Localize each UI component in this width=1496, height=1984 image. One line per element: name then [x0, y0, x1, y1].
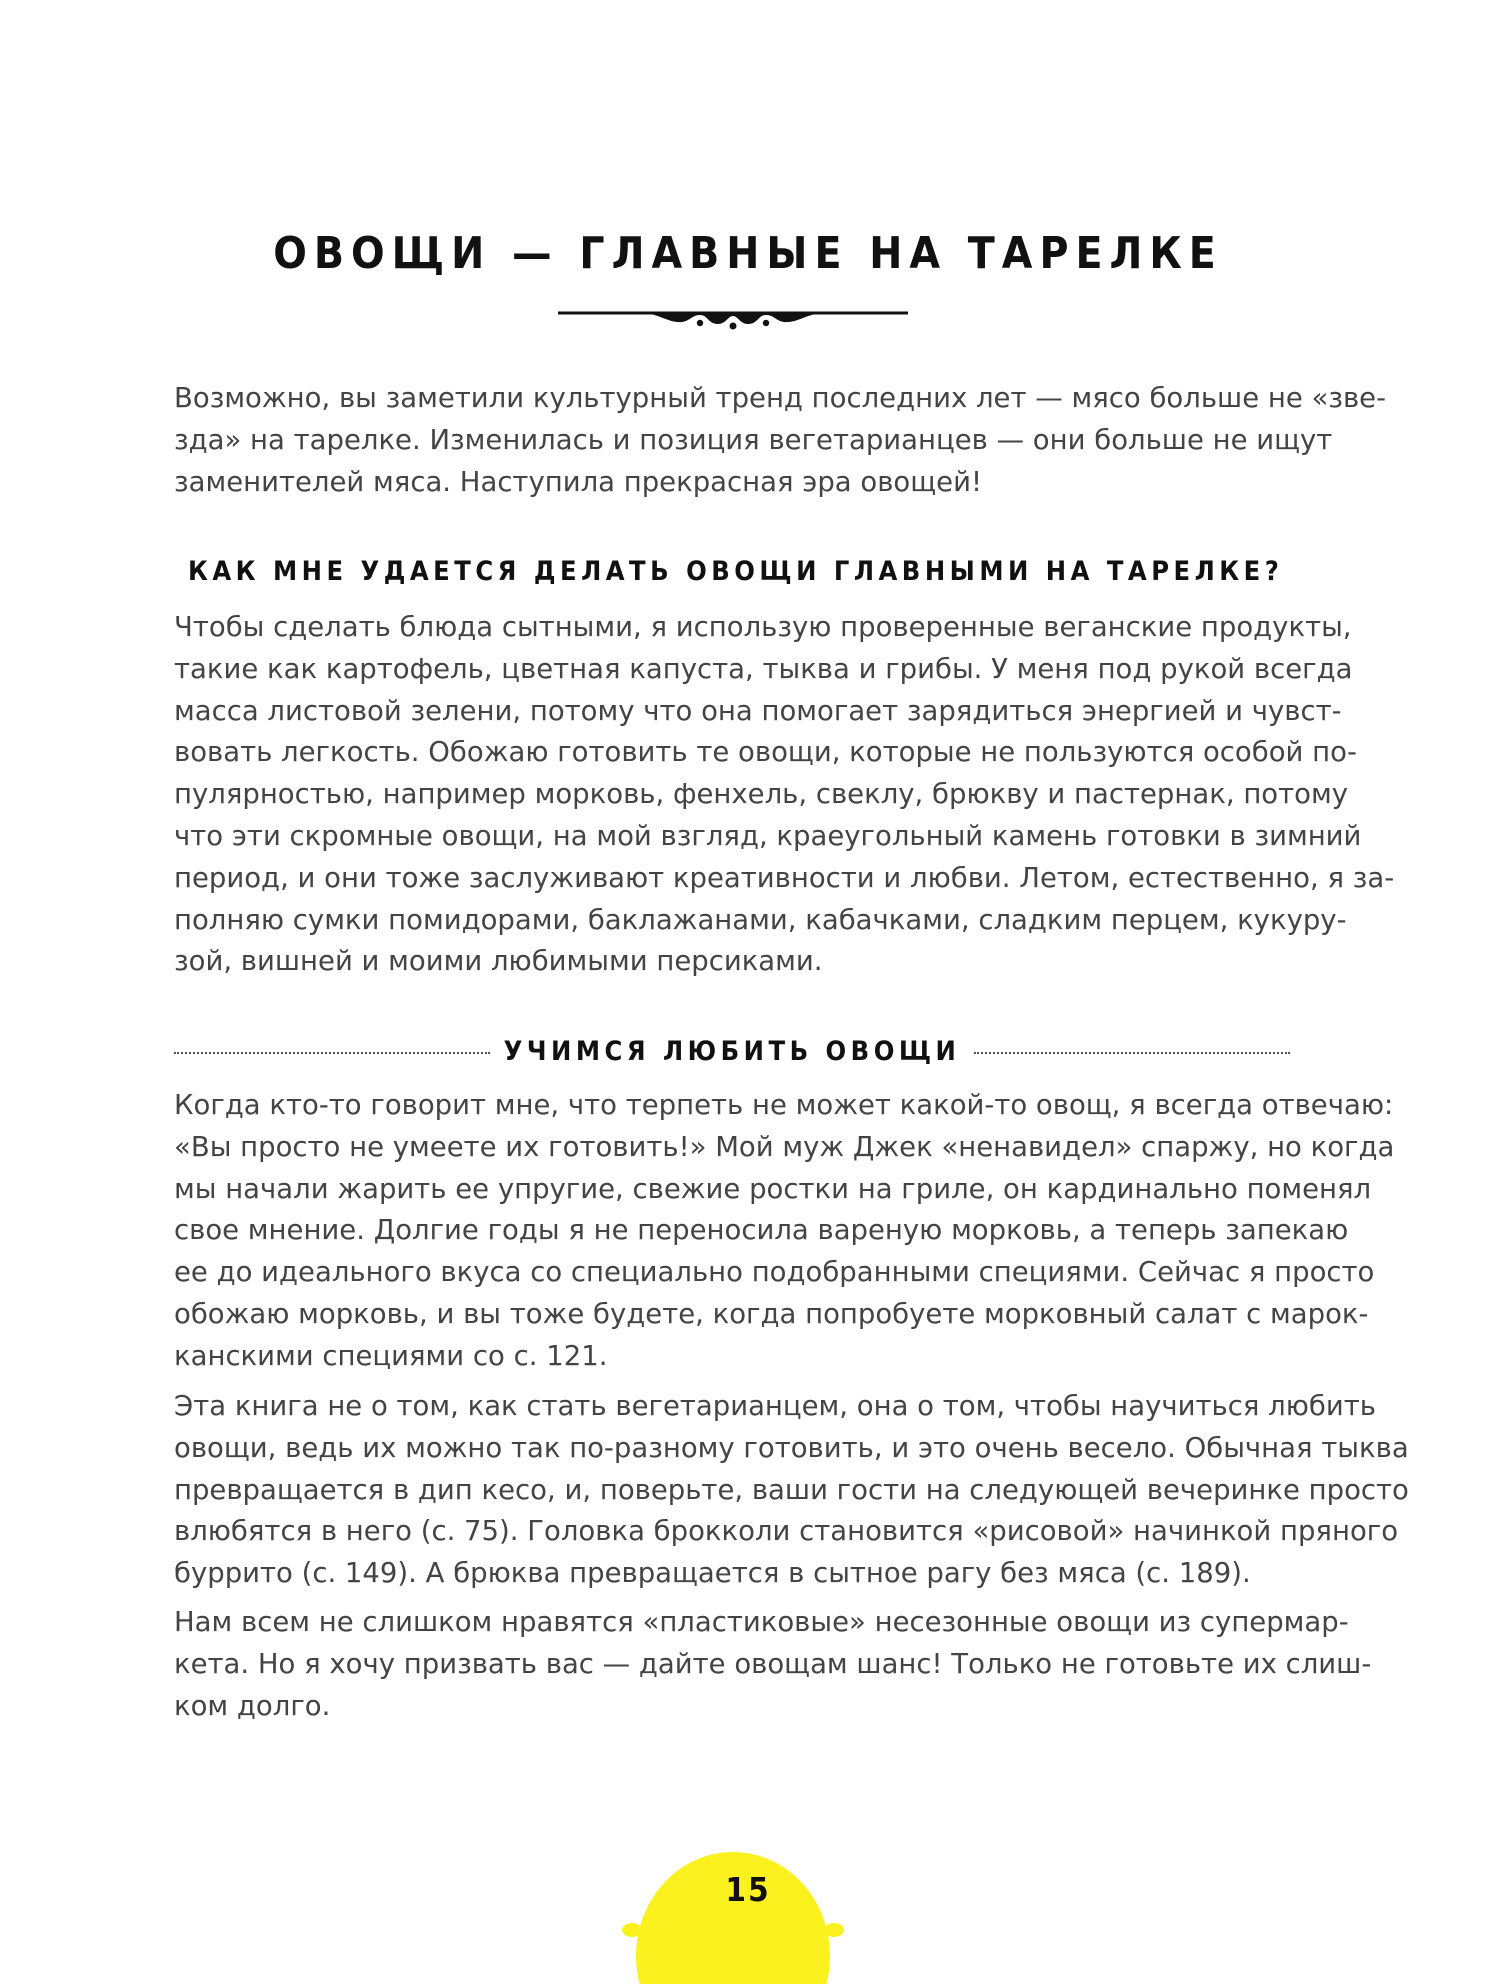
section1-line: такие как картофель, цветная капуста, тыква и грибы. У меня под рукой всегда: [174, 652, 1353, 685]
section2-line: Когда кто-то говорит мне, что терпеть не может какой-то овощ, я всегда отвечаю:: [174, 1089, 1394, 1121]
section1-line: зой, вишней и моими любимыми персиками.: [174, 945, 823, 978]
section1-line: полняю сумки помидорами, баклажанами, кабачками, сладким перцем, кукуру-: [174, 903, 1347, 936]
intro-paragraph: [174, 378, 1386, 503]
section2-line: обожаю морковь, и вы тоже будете, когда попробуете морковный салат с марок-: [174, 1297, 1369, 1330]
section2-paragraph-2: [174, 1386, 1409, 1595]
section2-line: ком долго.: [174, 1689, 331, 1722]
section2-line: влюбятся в него (с. 75). Головка брокколи становится «рисовой» начинкой пряного: [174, 1515, 1399, 1548]
section2-paragraph-3: [174, 1602, 1372, 1727]
section2-line: «Вы просто не умеете их готовить!» Мой муж Джек «ненавидел» спаржу, но когда: [174, 1130, 1395, 1163]
section2-line: свое мнение. Долгие годы я не переносила вареную морковь, а теперь запекаю: [174, 1214, 1349, 1247]
lemon-tip-left: [622, 1923, 642, 1937]
lemon-page-badge-icon: [622, 1844, 844, 1984]
intro-line: заменителей мяса. Наступила прекрасная эра овощей!: [174, 465, 982, 498]
section1-line: масса листовой зелени, потому что она помогает зарядиться энергией и чувст-: [174, 694, 1342, 727]
section2-line: превращается в дип кесо, и, поверьте, ваши гости на следующей вечеринке просто: [174, 1473, 1409, 1506]
ornament-dot-right: [763, 320, 769, 326]
section-heading-text: КАК МНЕ УДАЕТСЯ ДЕЛАТЬ ОВОЩИ ГЛАВНЫМИ НА ТАРЕЛКЕ?: [188, 555, 1284, 587]
section-heading-main-vegetables: [174, 549, 1290, 593]
page-title: ОВОЩИ — ГЛАВНЫЕ НА ТАРЕЛКЕ: [273, 228, 1223, 279]
section2-line: овощи, ведь их можно так по-разному готовить, и это очень весело. Обычная тыква: [174, 1431, 1409, 1464]
section1-line: Чтобы сделать блюда сытными, я использую проверенные веганские продукты,: [174, 611, 1352, 643]
page-number: 15: [725, 1870, 771, 1909]
section-heading-text: УЧИМСЯ ЛЮБИТЬ ОВОЩИ: [503, 1035, 961, 1067]
section2-line: канскими специями со с. 121.: [174, 1339, 608, 1372]
section1-line: вовать легкость. Обожаю готовить те овощи, которые не пользуются особой по-: [174, 736, 1357, 769]
title-ornament: [558, 305, 908, 335]
ornament-dot-left: [697, 320, 703, 326]
section1-line: что эти скромные овощи, на мой взгляд, краеугольный камень готовки в зимний: [174, 819, 1362, 852]
dotted-leader-left: [174, 1052, 490, 1054]
section2-line: ее до идеального вкуса со специально подобранными специями. Сейчас я просто: [174, 1256, 1375, 1289]
section2-line: Нам всем не слишком нравятся «пластиковые» несезонные овощи из супермар-: [174, 1606, 1349, 1638]
section1-line: период, и они тоже заслуживают креативности и любви. Летом, естественно, я за-: [174, 861, 1395, 894]
section2-line: буррито (с. 149). А брюква превращается в сытное рагу без мяса (с. 189).: [174, 1557, 1251, 1590]
section2-line: кета. Но я хочу призвать вас — дайте овощам шанс! Только не готовьте их слиш-: [174, 1647, 1372, 1680]
intro-line: Возможно, вы заметили культурный тренд последних лет — мясо больше не «зве-: [174, 382, 1386, 414]
intro-line: зда» на тарелке. Изменилась и позиция вегетарианцев — они больше не ищут: [174, 423, 1333, 456]
lemon-tip-right: [824, 1923, 844, 1937]
ornament-dot-center: [730, 323, 737, 330]
section1-paragraph: [174, 607, 1395, 983]
section2-paragraph-1: [174, 1085, 1395, 1378]
section-heading-learn-to-love: [174, 1029, 1290, 1073]
section2-line: мы начали жарить ее упругие, свежие ростки на гриле, он кардинально поменял: [174, 1172, 1372, 1205]
section2-line: Эта книга не о том, как стать вегетарианцем, она о том, чтобы научиться любить: [174, 1390, 1376, 1422]
dotted-leader-right: [974, 1052, 1290, 1054]
section1-line: пулярностью, например морковь, фенхель, свеклу, брюкву и пастернак, потому: [174, 778, 1348, 811]
